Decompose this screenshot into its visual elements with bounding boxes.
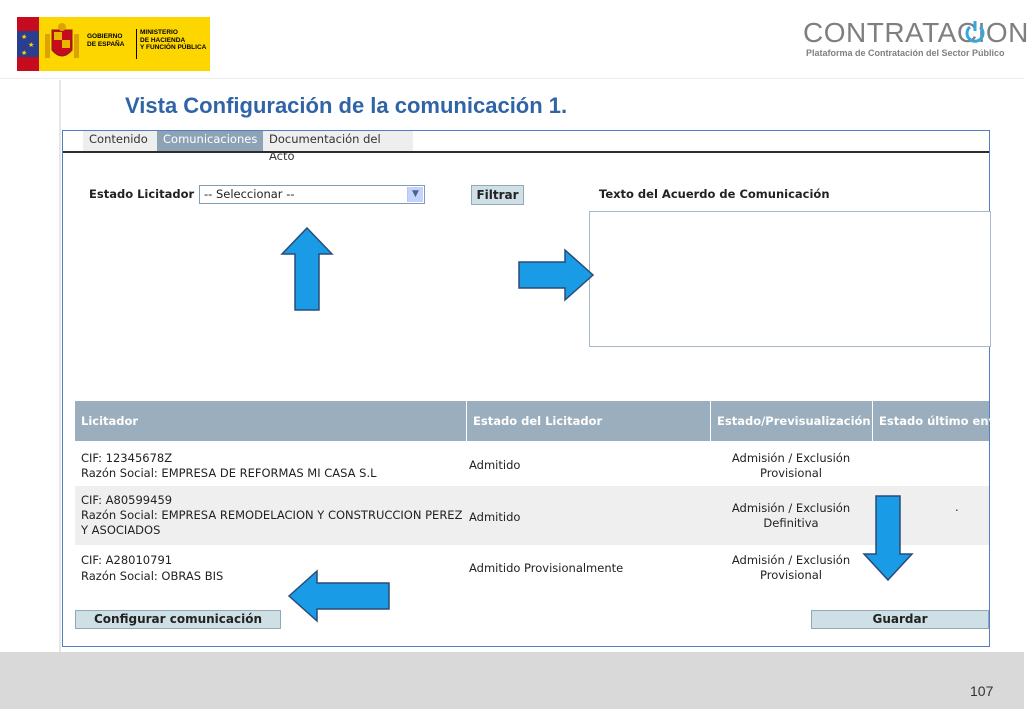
agreement-text-label: Texto del Acuerdo de Comunicación [599, 187, 830, 201]
header-divider [0, 78, 1024, 79]
slide-left-rule [59, 80, 61, 652]
prev-line-2: Provisional [760, 466, 822, 480]
guardar-button[interactable]: Guardar [811, 610, 989, 629]
table-row[interactable] [75, 545, 989, 589]
row-prev-link[interactable] [711, 553, 871, 583]
brand-title: CONTRATACION [803, 17, 1029, 48]
tab-bar [63, 131, 989, 163]
row-razon-social: Razón Social: EMPRESA DE REFORMAS MI CASA S.L [81, 466, 377, 480]
prev-line-1: Admisión / Exclusión [731, 553, 851, 567]
row-cif: CIF: A28010791 [81, 553, 173, 567]
prev-line-1: Admisión / Exclusión [731, 501, 851, 515]
filtrar-button[interactable]: Filtrar [471, 185, 524, 205]
gov-logo-line: DE ESPAÑA [87, 40, 125, 48]
chevron-down-icon[interactable]: ▼ [407, 187, 423, 202]
brand-subtitle: Plataforma de Contratación del Sector Público [806, 48, 1005, 58]
tab-comunicaciones[interactable]: Comunicaciones [157, 131, 263, 151]
page-number: 107 [970, 683, 994, 699]
row-estado: Admitido [469, 458, 521, 472]
svg-text:★: ★ [28, 41, 35, 49]
arrow-down-icon [862, 494, 914, 582]
app-screenshot [62, 130, 1008, 647]
prev-line-1: Admisión / Exclusión [731, 451, 851, 465]
tab-contenido[interactable]: Contenido [83, 131, 157, 151]
row-ultimo-envio: . [955, 500, 959, 514]
row-cif: CIF: 12345678Z [81, 451, 173, 465]
agreement-text-area[interactable] [589, 211, 991, 347]
svg-text:★: ★ [21, 49, 28, 57]
row-cif: CIF: A80599459 [81, 493, 173, 507]
footer-band [0, 652, 1024, 709]
arrow-left-icon [287, 569, 391, 623]
coat-of-arms-icon [42, 22, 82, 66]
gobierno-logo [17, 17, 210, 71]
arrow-right-icon [517, 248, 595, 302]
svg-text:★: ★ [21, 33, 28, 41]
gov-logo-line: GOBIERNO [87, 33, 123, 40]
configurar-comunicacion-button[interactable]: Configurar comunicación [75, 610, 281, 629]
ministry-line: Y FUNCIÓN PÚBLICA [140, 44, 207, 51]
column-header-licitador: Licitador [75, 401, 467, 441]
table-row[interactable] [75, 443, 989, 486]
row-razon-social: Razón Social: OBRAS BIS [81, 569, 224, 583]
prev-line-2: Provisional [760, 568, 822, 582]
column-header-estado-licitador: Estado del Licitador [467, 401, 711, 441]
row-prev-link[interactable] [711, 501, 871, 531]
select-value: -- Seleccionar -- [204, 187, 295, 201]
slide-title: Vista Configuración de la comunicación 1. [125, 93, 568, 118]
row-razon-social-cont: Y ASOCIADOS [81, 523, 161, 537]
power-icon [964, 20, 986, 44]
estado-licitador-select[interactable] [199, 185, 425, 204]
ministry-line: DE HACIENDA [140, 36, 186, 44]
arrow-up-icon [280, 226, 334, 312]
ministry-line: MINISTERIO [140, 29, 178, 36]
table-header [75, 401, 1008, 441]
row-razon-social: Razón Social: EMPRESA REMODELACION Y CONSTRUCCION PEREZ [81, 508, 463, 522]
tab-documentacion-del-acto[interactable]: Documentación del Acto [263, 131, 413, 151]
prev-line-2: Definitiva [763, 516, 819, 530]
eu-flag-icon [17, 17, 39, 71]
column-header-ultimo-envio: Estado último envío [879, 414, 1008, 428]
estado-licitador-label: Estado Licitador [89, 187, 195, 201]
row-estado: Admitido [469, 510, 521, 524]
column-header-previsualizacion: Estado/Previsualización [711, 401, 873, 441]
row-estado: Admitido Provisionalmente [469, 561, 624, 575]
table-row[interactable] [75, 486, 989, 545]
row-prev-link[interactable] [711, 451, 871, 481]
